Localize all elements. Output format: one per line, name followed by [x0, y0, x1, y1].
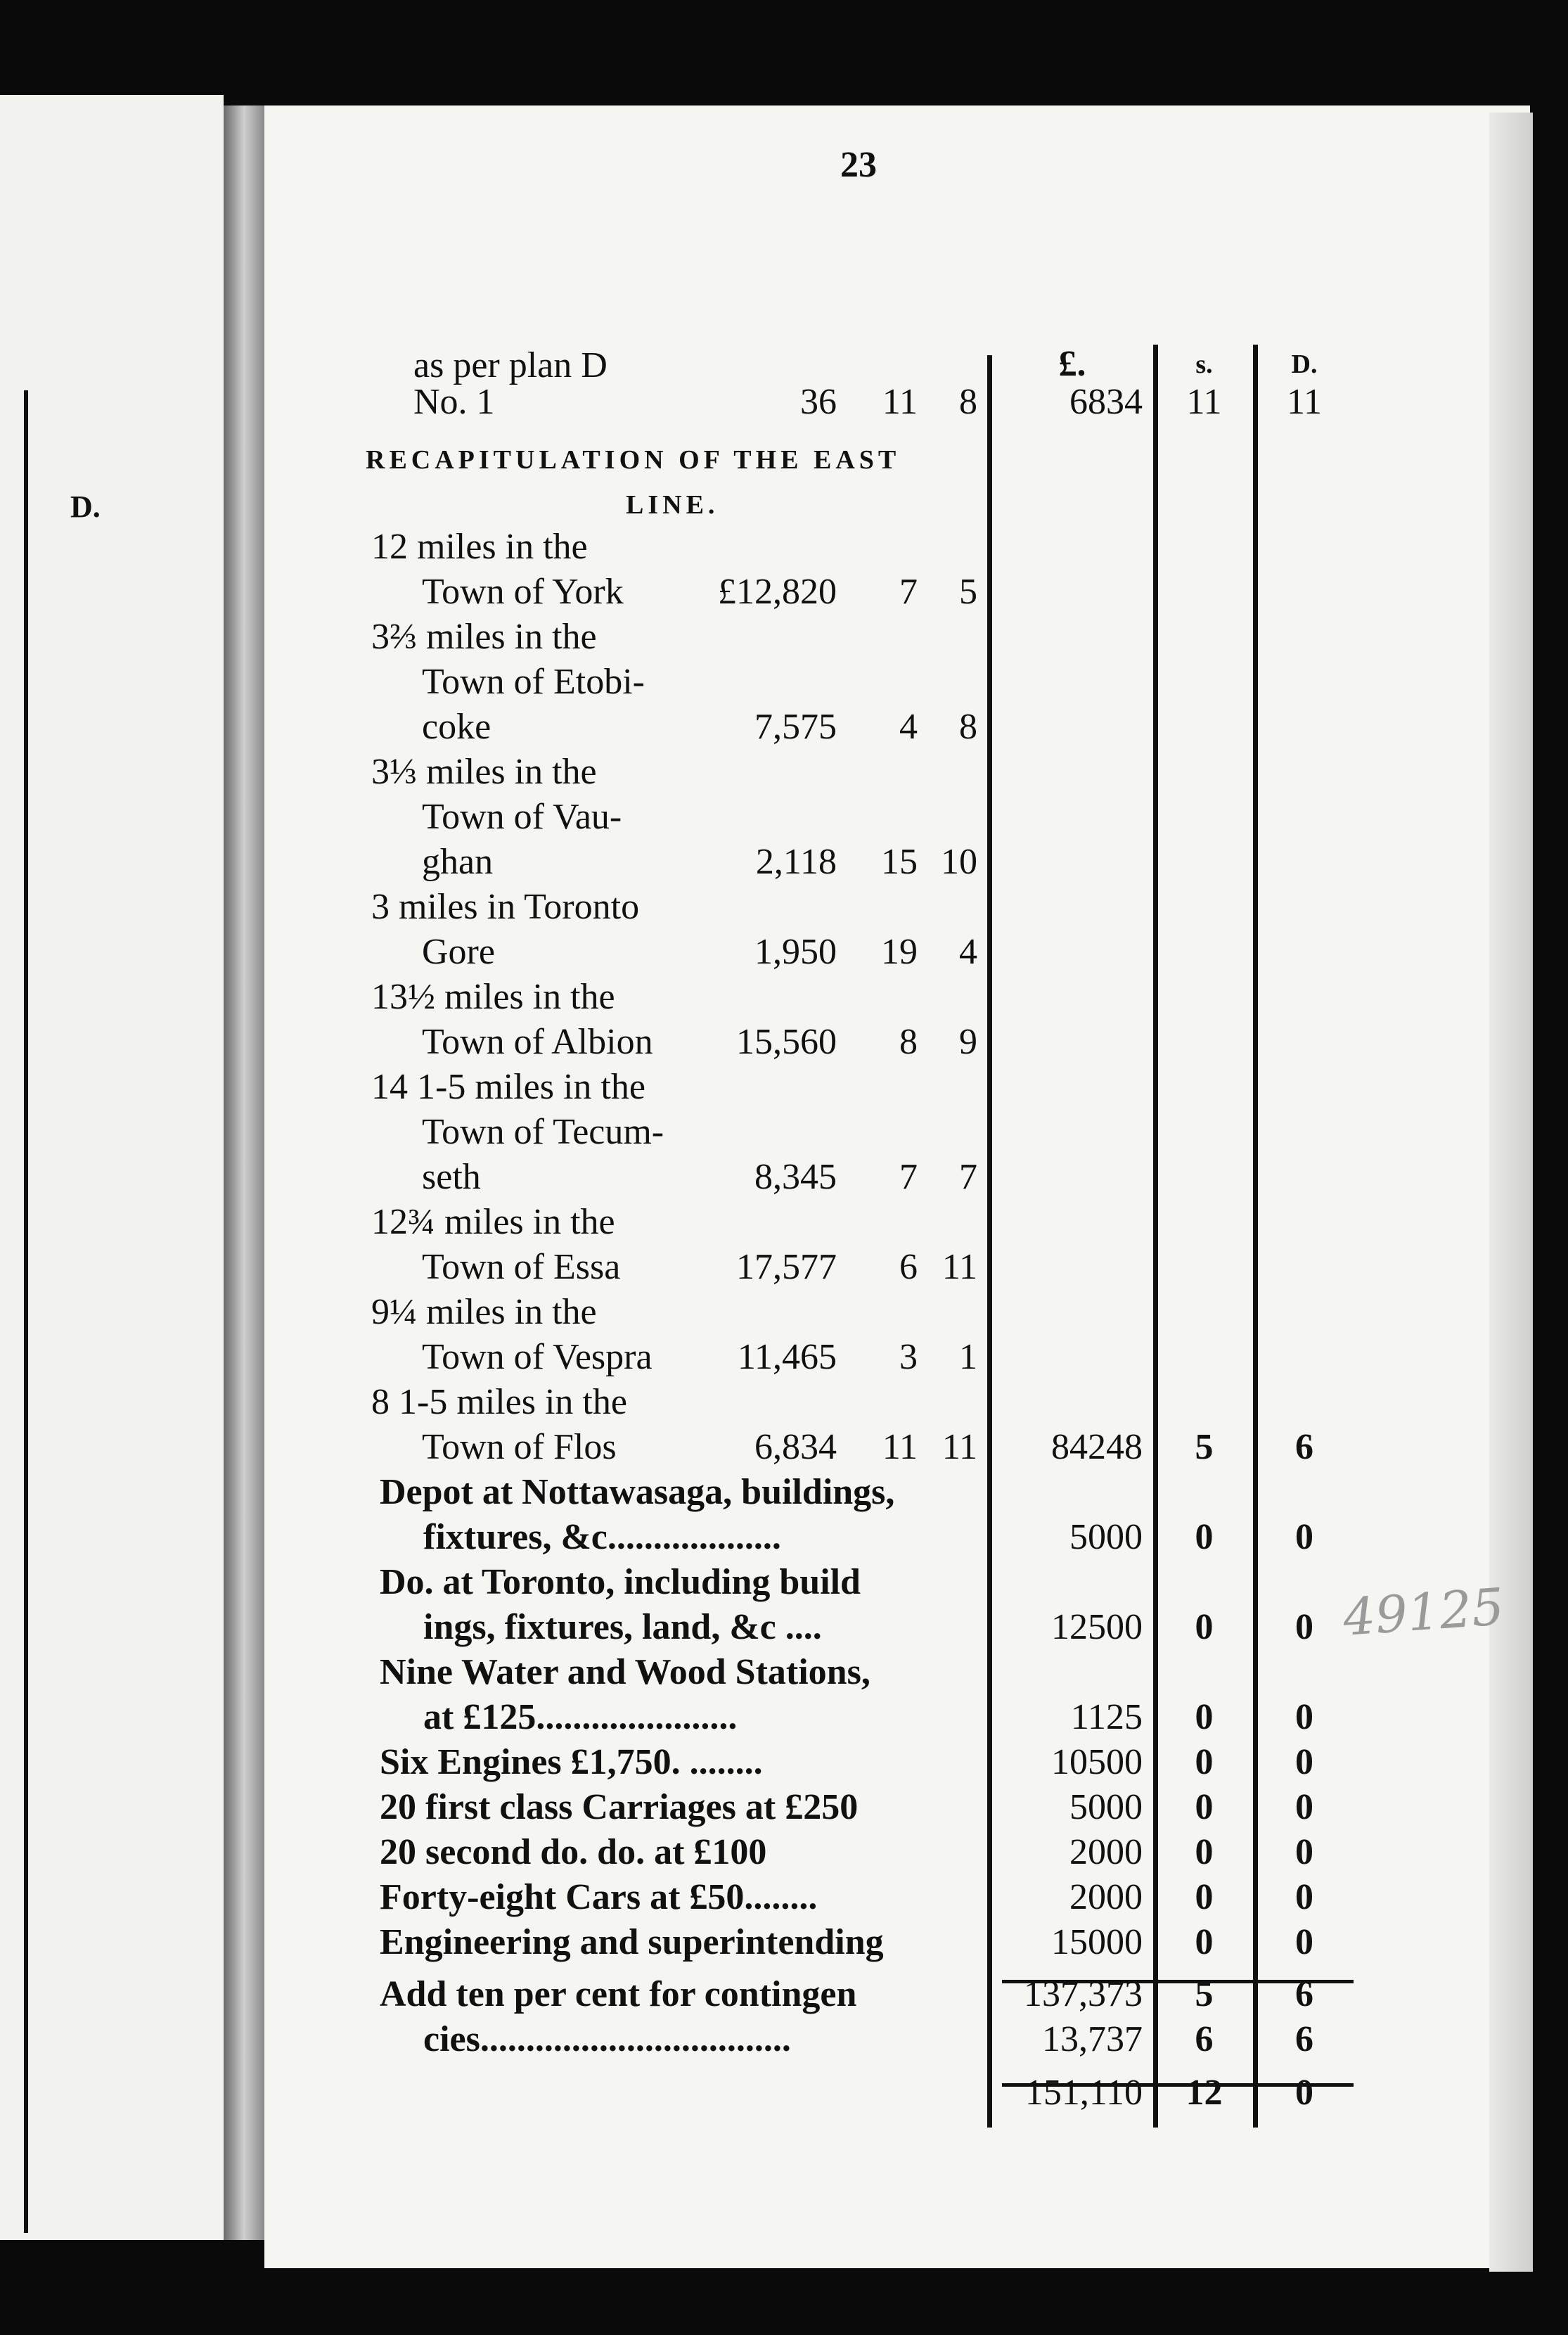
pounds-column-left-rule	[987, 355, 992, 2128]
recap-item-label: seth	[422, 1157, 481, 1197]
recap-item-shillings: 19	[881, 932, 918, 972]
recap-item-amount: 17,577	[736, 1247, 837, 1287]
recap-item-pence: 4	[959, 932, 977, 972]
grand-total-pounds: 151,110	[1024, 2073, 1143, 2113]
recap-item-shillings: 6	[899, 1247, 918, 1287]
cost-item-pounds: 5000	[1069, 1787, 1143, 1827]
grand-total-pence: 0	[1295, 2073, 1313, 2113]
recap-item-label: Town of Tecum-	[422, 1112, 664, 1152]
recap-item-label: 12 miles in the	[371, 527, 588, 567]
cost-item-shillings: 0	[1195, 1787, 1214, 1827]
shillings-column-right-rule	[1253, 345, 1258, 2128]
cost-item-label: 20 first class Carriages at £250	[380, 1787, 859, 1827]
recap-item-label: 9¼ miles in the	[371, 1292, 597, 1332]
recap-heading: RECAPITULATION OF THE EAST	[366, 445, 901, 475]
recap-total-pounds: 84248	[1051, 1427, 1143, 1467]
plan-total-pence: 11	[1286, 382, 1323, 422]
recap-item-amount: 11,465	[737, 1337, 837, 1377]
recap-item-shillings: 3	[899, 1337, 918, 1377]
pounds-header: £.	[1058, 344, 1086, 384]
cost-item-label: Do. at Toronto, including build	[380, 1562, 861, 1602]
contingencies-pounds: 13,737	[1042, 2019, 1143, 2059]
grand-total-shillings: 12	[1185, 2073, 1223, 2113]
cost-item-shillings: 0	[1195, 1922, 1214, 1962]
recap-item-label: 3⅓ miles in the	[371, 752, 597, 792]
cost-item-pence: 0	[1295, 1697, 1313, 1737]
recap-item-pence: 10	[941, 842, 977, 882]
contingencies-pence: 6	[1295, 2019, 1313, 2059]
left-page-column-heading: D.	[70, 490, 101, 524]
recap-item-label: ghan	[422, 842, 494, 882]
cost-item-label: 20 second do. do. at £100	[380, 1832, 767, 1872]
cost-item-pence: 0	[1295, 1922, 1313, 1962]
recap-item-label: Town of York	[422, 572, 624, 612]
recap-item-label: Town of Vau-	[422, 797, 622, 837]
cost-item-pence: 0	[1295, 1607, 1313, 1647]
plan-line-pence: 8	[959, 382, 977, 422]
cost-item-label: Six Engines £1,750. ........	[380, 1742, 763, 1782]
cost-item-shillings: 0	[1195, 1877, 1214, 1917]
recap-item-label: 3 miles in Toronto	[371, 887, 640, 927]
recap-item-pence: 7	[959, 1157, 977, 1197]
cost-item-label: Forty-eight Cars at £50........	[380, 1877, 818, 1917]
shillings-header: s.	[1195, 350, 1213, 379]
recap-item-amount: 1,950	[754, 932, 837, 972]
pounds-column-right-rule	[1153, 345, 1158, 2128]
recap-item-pence: 1	[959, 1337, 977, 1377]
recap-item-amount: 2,118	[755, 842, 837, 882]
contingencies-label: Add ten per cent for contingen	[380, 1974, 857, 2014]
recap-total-shillings: 5	[1195, 1427, 1214, 1467]
recap-item-label: Gore	[422, 932, 495, 972]
recap-item-amount: 15,560	[736, 1022, 837, 1062]
recap-item-label: Town of Vespra	[422, 1337, 653, 1377]
plan-total-pounds: 6834	[1069, 382, 1143, 422]
recap-item-label: Town of Albion	[422, 1022, 653, 1062]
cost-item-pounds: 10500	[1051, 1742, 1143, 1782]
recap-item-label: Town of Etobi-	[422, 662, 645, 702]
recap-item-pence: 11	[942, 1247, 977, 1287]
plan-line-shillings: 11	[882, 382, 918, 422]
subtotal-shillings: 5	[1195, 1974, 1214, 2014]
recap-item-amount: 8,345	[754, 1157, 837, 1197]
cost-item-pence: 0	[1295, 1742, 1313, 1782]
contingencies-shillings: 6	[1195, 2019, 1214, 2059]
recap-item-label: coke	[422, 707, 491, 747]
recap-item-label: 12¾ miles in the	[371, 1202, 615, 1242]
pence-header: D.	[1291, 350, 1318, 379]
recap-total-pence: 6	[1295, 1427, 1313, 1467]
recap-item-label: 13½ miles in the	[371, 977, 615, 1017]
recap-item-shillings: 15	[881, 842, 918, 882]
cost-item-shillings: 0	[1195, 1607, 1214, 1647]
recap-item-amount: £12,820	[718, 572, 837, 612]
recap-item-shillings: 4	[899, 707, 918, 747]
recap-item-label: 8 1-5 miles in the	[371, 1382, 627, 1422]
cost-item-shillings: 0	[1195, 1832, 1214, 1872]
plan-line-amount: 36	[800, 382, 837, 422]
cost-item-pence: 0	[1295, 1832, 1313, 1872]
cost-item-label: Nine Water and Wood Stations,	[380, 1652, 870, 1692]
recap-item-pence: 11	[942, 1427, 977, 1467]
contingencies-label-line-2: cies..................................	[423, 2019, 791, 2059]
plan-line-label: No. 1	[413, 382, 495, 422]
cost-item-shillings: 0	[1195, 1697, 1214, 1737]
cost-item-label: Engineering and superintending	[380, 1922, 884, 1962]
recap-item-pence: 9	[959, 1022, 977, 1062]
recap-item-pence: 8	[959, 707, 977, 747]
recap-item-shillings: 11	[882, 1427, 918, 1467]
cost-item-label: ings, fixtures, land, &c ....	[423, 1607, 822, 1647]
cost-item-label: at £125......................	[423, 1697, 738, 1737]
cost-item-pounds: 2000	[1069, 1877, 1143, 1917]
cost-item-pounds: 5000	[1069, 1517, 1143, 1557]
cost-item-pence: 0	[1295, 1877, 1313, 1917]
cost-item-shillings: 0	[1195, 1742, 1214, 1782]
recap-item-label: 14 1-5 miles in the	[371, 1067, 645, 1107]
cost-item-pence: 0	[1295, 1517, 1313, 1557]
recap-item-label: 3⅔ miles in the	[371, 617, 597, 657]
subtotal-pence: 6	[1295, 1974, 1313, 2014]
plan-line-label: as per plan D	[413, 345, 608, 385]
recap-item-label: Town of Essa	[422, 1247, 621, 1287]
recap-heading-line-2: LINE.	[626, 490, 719, 520]
recap-item-shillings: 7	[899, 1157, 918, 1197]
cost-item-pounds: 1125	[1070, 1697, 1143, 1737]
plan-total-shillings: 11	[1186, 382, 1222, 422]
book-gutter	[224, 105, 264, 2240]
recap-item-shillings: 7	[899, 572, 918, 612]
cost-item-pounds: 12500	[1051, 1607, 1143, 1647]
subtotal-pounds: 137,373	[1024, 1974, 1143, 2014]
recap-item-amount: 6,834	[754, 1427, 837, 1467]
cost-item-shillings: 0	[1195, 1517, 1214, 1557]
cost-item-label: Depot at Nottawasaga, buildings,	[380, 1472, 895, 1512]
recap-item-shillings: 8	[899, 1022, 918, 1062]
recap-item-amount: 7,575	[754, 707, 837, 747]
margin-note: 49125	[1341, 1577, 1506, 1647]
left-page	[0, 95, 224, 2240]
recap-item-label: Town of Flos	[422, 1427, 617, 1467]
cost-item-pounds: 2000	[1069, 1832, 1143, 1872]
page-edge	[1489, 113, 1533, 2272]
cost-item-pence: 0	[1295, 1787, 1313, 1827]
cost-item-pounds: 15000	[1051, 1922, 1143, 1962]
recap-item-pence: 5	[959, 572, 977, 612]
cost-item-label: fixtures, &c...................	[423, 1517, 781, 1557]
page-number: 23	[840, 145, 877, 185]
left-page-column-rule	[24, 390, 28, 2233]
